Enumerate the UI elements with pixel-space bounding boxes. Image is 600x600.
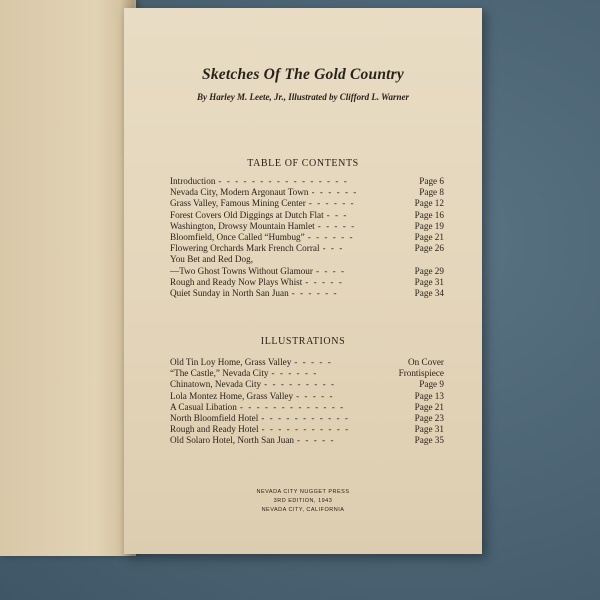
illustration-row bbox=[170, 435, 444, 446]
toc-leader: - - - - - - - - - - - - - - - - bbox=[218, 176, 349, 186]
toc-row bbox=[170, 221, 444, 232]
toc-page-ref: Page 6 bbox=[419, 176, 444, 186]
toc-page-ref: Page 8 bbox=[419, 187, 444, 198]
toc-leader: - - - - - - bbox=[311, 187, 358, 198]
illustration-row bbox=[170, 379, 444, 390]
toc-page-ref: Page 19 bbox=[414, 220, 444, 231]
illustration-leader: - - - - - - - - - - - bbox=[261, 413, 350, 424]
toc-leader: - - - - - bbox=[305, 276, 344, 287]
left-page bbox=[0, 0, 136, 556]
illustration-leader: - - - - - - - - - - - bbox=[261, 424, 350, 435]
toc-entry-label: Nevada City, Modern Argonaut Town bbox=[170, 187, 309, 198]
imprint-edition: 3RD EDITION, 1943 bbox=[273, 498, 333, 504]
illustration-row bbox=[170, 357, 444, 368]
illustration-leader: - - - - - bbox=[297, 435, 336, 446]
toc-leader: - - - bbox=[326, 209, 348, 220]
toc-entry-label: Quiet Sunday in North San Juan bbox=[170, 288, 289, 299]
illustration-label: Old Tin Loy Home, Grass Valley bbox=[170, 357, 292, 367]
toc-page-ref: Page 16 bbox=[414, 209, 444, 220]
toc-row bbox=[170, 243, 444, 254]
imprint-place: NEVADA CITY, CALIFORNIA bbox=[261, 507, 345, 513]
illustration-page-ref: Frontispiece bbox=[398, 368, 444, 379]
illustration-row bbox=[170, 402, 444, 413]
toc-list bbox=[170, 176, 444, 299]
booklet-title: Sketches Of The Gold Country bbox=[202, 66, 404, 83]
illustration-label: Old Solaro Hotel, North San Juan bbox=[170, 435, 295, 446]
illustration-label: Lola Montez Home, Grass Valley bbox=[170, 390, 294, 401]
illustration-label: Chinatown, Nevada City bbox=[170, 379, 262, 390]
illustration-page-ref: Page 9 bbox=[419, 379, 444, 390]
illustrations-heading: ILLUSTRATIONS bbox=[260, 336, 346, 347]
illustration-label: “The Castle,” Nevada City bbox=[170, 368, 269, 379]
toc-row bbox=[170, 254, 444, 265]
imprint-press: NEVADA CITY NUGGET PRESS bbox=[256, 489, 350, 495]
toc-row bbox=[170, 176, 444, 187]
illustration-leader: - - - - - - - - - bbox=[264, 379, 336, 390]
toc-heading: TABLE OF CONTENTS bbox=[247, 158, 359, 169]
illustration-leader: - - - - - - bbox=[271, 368, 318, 379]
toc-row bbox=[170, 187, 444, 198]
toc-entry-label: —Two Ghost Towns Without Glamour bbox=[170, 265, 313, 276]
toc-leader: - - - - - - bbox=[308, 198, 356, 209]
toc-page-ref: Page 34 bbox=[414, 288, 444, 299]
toc-row bbox=[170, 198, 444, 209]
toc-page-ref: Page 12 bbox=[414, 198, 444, 209]
toc-row bbox=[170, 232, 444, 243]
booklet-page bbox=[124, 8, 482, 554]
toc-row bbox=[170, 266, 444, 277]
toc-row bbox=[170, 210, 444, 221]
illustration-leader: - - - - - bbox=[294, 357, 333, 367]
illustration-leader: - - - - - - - - - - - - - bbox=[239, 401, 345, 412]
illustration-page-ref: Page 31 bbox=[414, 424, 444, 435]
toc-entry-label: Introduction bbox=[170, 176, 216, 186]
illustration-row bbox=[170, 424, 444, 435]
illustration-page-ref: On Cover bbox=[408, 357, 444, 367]
toc-entry-label: Washington, Drowsy Mountain Hamlet bbox=[170, 220, 315, 231]
illustrations-list bbox=[170, 357, 444, 447]
booklet-byline: By Harley M. Leete, Jr., Illustrated by Clifford L. Warner bbox=[197, 92, 409, 102]
illustration-page-ref: Page 21 bbox=[414, 401, 444, 412]
illustration-page-ref: Page 23 bbox=[414, 413, 444, 424]
toc-row bbox=[170, 277, 444, 288]
illustration-label: A Casual Libation bbox=[170, 401, 237, 412]
toc-entry-label: Bloomfield, Once Called “Humbug” bbox=[170, 232, 305, 243]
illustration-label: North Bloomfield Hotel bbox=[170, 413, 259, 424]
illustration-leader: - - - - - bbox=[296, 390, 335, 401]
toc-leader: - - - bbox=[322, 243, 344, 254]
toc-entry-label: Grass Valley, Famous Mining Center bbox=[170, 198, 306, 209]
toc-page-ref: Page 26 bbox=[414, 243, 444, 254]
toc-leader: - - - - - bbox=[317, 220, 356, 231]
illustration-row bbox=[170, 391, 444, 402]
toc-page-ref: Page 29 bbox=[414, 265, 444, 276]
toc-entry-label: Rough and Ready Now Plays Whist bbox=[170, 276, 303, 287]
illustration-row bbox=[170, 368, 444, 379]
toc-entry-label: Flowering Orchards Mark French Corral bbox=[170, 243, 320, 254]
toc-leader: - - - - - - bbox=[291, 288, 339, 299]
toc-page-ref: Page 21 bbox=[414, 232, 444, 243]
illustration-page-ref: Page 35 bbox=[414, 435, 444, 446]
illustration-row bbox=[170, 413, 444, 424]
toc-entry-label: You Bet and Red Dog, bbox=[170, 254, 254, 265]
illustration-label: Rough and Ready Hotel bbox=[170, 424, 259, 435]
illustration-page-ref: Page 13 bbox=[414, 390, 444, 401]
toc-leader: - - - - - - bbox=[307, 232, 355, 243]
imprint bbox=[124, 488, 482, 515]
toc-row bbox=[170, 288, 444, 299]
toc-entry-label: Forest Covers Old Diggings at Dutch Flat bbox=[170, 209, 324, 220]
toc-page-ref: Page 31 bbox=[414, 276, 444, 287]
toc-leader: - - - - bbox=[315, 265, 346, 276]
